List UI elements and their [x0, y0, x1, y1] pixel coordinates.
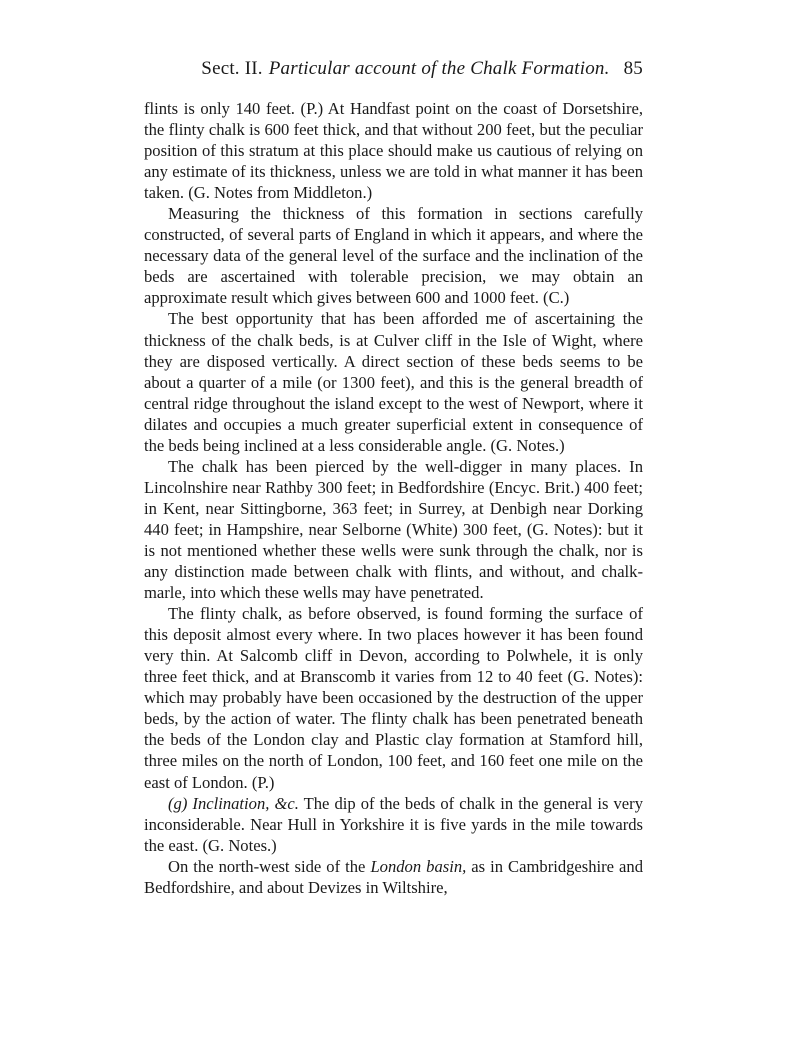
paragraph-1: flints is only 140 feet. (P.) At Handfast point on the coast of Dorsetshire, the flinty chalk is 600 feet thick, and that without 200 feet, but the peculiar position of this stratum at this place should make us cautious of relying on any estimate of its thickness, unless we are told in what manner it has been taken. (G. Notes from Middleton.): [144, 99, 643, 203]
paragraph-7-text: as in Cambridgeshire and Bedfordshire, and about Devizes in Wiltshire,: [144, 856, 644, 897]
running-title: Particular account of the Chalk Formation.: [268, 58, 610, 79]
paragraph-6-text: The dip of the beds of chalk in the general is very inconsiderable. Near Hull in Yorkshire it is five yards in the mile towards the east. (G. Notes.): [144, 793, 643, 855]
paragraph-3: The best opportunity that has been afforded me of ascertaining the thickness of the chalk beds, is at Culver cliff in the Isle of Wight, where they are disposed vertically. A direct section of these beds seems to be about a quarter of a mile (or 1300 feet), and this is the general breadth of central ridge throughout the island except to the west of Newport, where it dilates and occupies a much greater superficial extent in consequence of the beds being inclined at a less considerable angle. (G. Notes.): [144, 309, 643, 455]
paragraph-7: [144, 856, 643, 898]
paragraph-4: The chalk has been pierced by the well-digger in many places. In Lincolnshire near Rathby 300 feet; in Bedfordshire (Encyc. Brit.) 400 feet; in Kent, near Sittingborne, 363 feet; in Surrey, at Denbigh near Dorking 440 feet; in Hampshire, near Selborne (White) 300 feet, (G. Notes): but it is not mentioned whether these wells were sunk through the chalk, nor is any distinction made between chalk with flints, and without, and chalk-marle, into which these wells may have penetrated.: [144, 456, 643, 603]
paragraph-7-pre: On the north-west side of the: [168, 856, 366, 876]
page-number: 85: [623, 58, 643, 79]
paragraph-2: Measuring the thickness of this formation in sections carefully constructed, of several parts of England in which it appears, and where the necessary data of the general level of the surface and the inclination of the beds are ascertained with tolerable precision, we may obtain an approximate result which gives between 600 and 1000 feet. (C.): [144, 204, 643, 308]
subsection-heading: Inclination,: [192, 793, 270, 813]
running-header: [144, 58, 643, 88]
london-basin-term: London basin,: [370, 856, 467, 876]
subsection-marker: (g): [168, 793, 188, 813]
section-label: Sect. II.: [201, 58, 263, 79]
paragraph-5: The flinty chalk, as before observed, is found forming the surface of this deposit almost every where. In two places however it has been found very thin. At Salcomb cliff in Devon, according to Polwhele, it is only three feet thick, and at Branscomb it varies from 12 to 40 feet (G. Notes): which may probably have been occasioned by the destruction of the upper beds, by the action of water. The flinty chalk has been penetrated beneath the beds of the London clay and Plastic clay formation at Stamford hill, three miles on the north of London, 100 feet, and 160 feet one mile on the east of London. (P.): [144, 604, 643, 792]
subsection-etc: &c.: [274, 793, 299, 813]
paragraph-6: [144, 793, 643, 856]
body-text: [144, 98, 643, 898]
book-page: [144, 58, 643, 898]
